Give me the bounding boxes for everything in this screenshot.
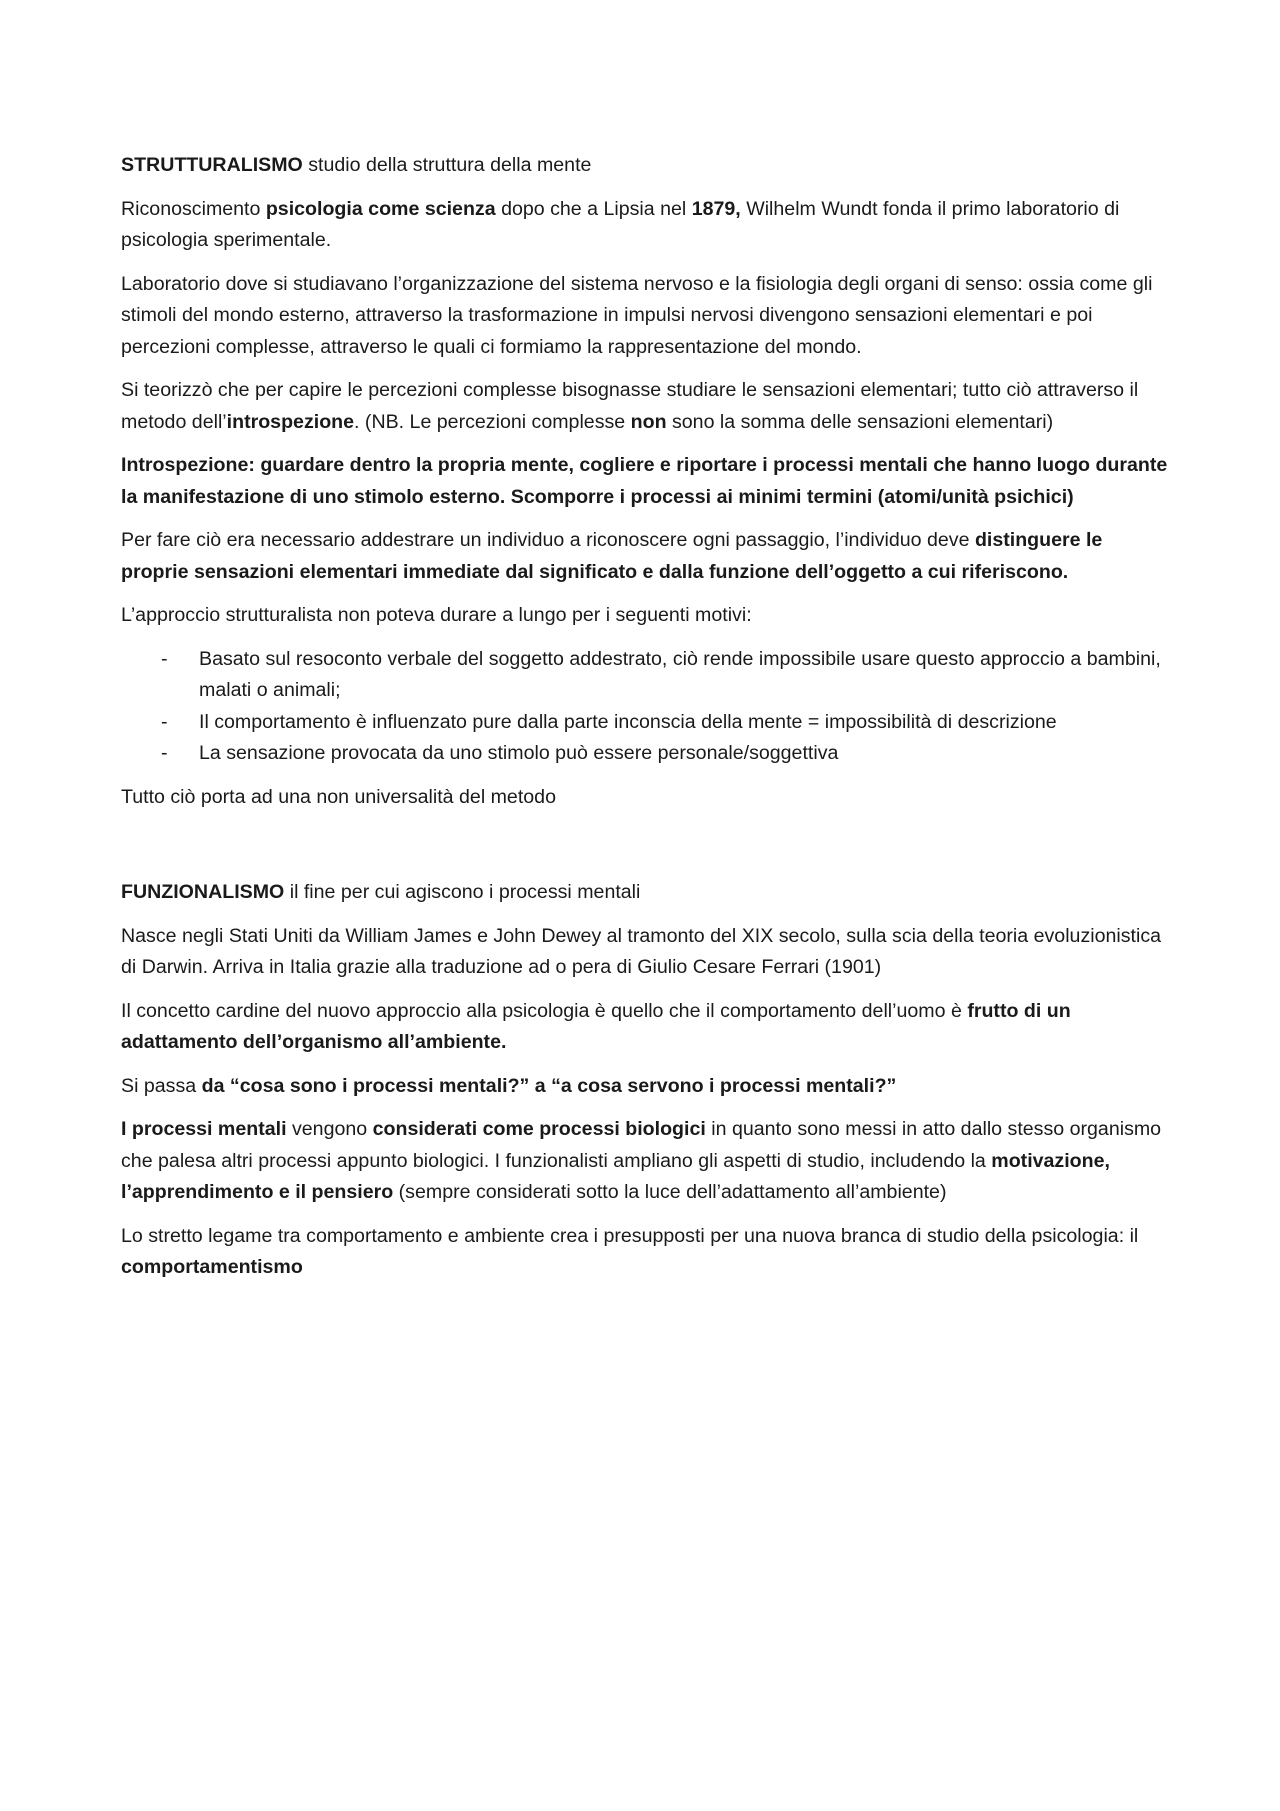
paragraph-concetto-cardine xyxy=(121,996,1171,1059)
bold-run: Introspezione: guardare dentro la propria mente, cogliere e riportare i processi mentali che hanno luogo durante la manifestazione di uno stimolo esterno. Scomporre i processi ai minimi termini (atomi/unità psichici) xyxy=(121,454,1168,508)
heading-title: FUNZIONALISMO xyxy=(121,881,285,903)
bold-run: non xyxy=(630,410,667,433)
bold-run: distinguere le proprie sensazioni elementari immediate dal significato e dalla funzione dell’oggetto a cui riferiscono. xyxy=(121,529,1103,583)
paragraph-addestrare xyxy=(121,525,1171,588)
text-run: Si teorizzò che per capire le percezioni complesse bisognasse studiare le sensazioni elementari; tutto ciò attraverso il metodo dell’ xyxy=(121,379,1139,433)
text-run: Si passa xyxy=(121,1074,202,1097)
paragraph-processi-biologici xyxy=(121,1114,1171,1209)
paragraph-si-passa xyxy=(121,1071,1171,1103)
paragraph-approccio: L’approccio strutturalista non poteva durare a lungo per i seguenti motivi: xyxy=(121,604,752,626)
bold-run: considerati come processi biologici xyxy=(372,1118,706,1140)
dash-marker: - xyxy=(161,710,168,733)
dash-marker: - xyxy=(161,647,168,670)
text-run: sono la somma delle sensazioni elementari) xyxy=(666,410,1054,433)
dash-marker: - xyxy=(161,742,168,764)
paragraph-origini: Nasce negli Stati Uniti da William James e John Dewey al tramonto del XIX secolo, sulla scia della teoria evoluzionistica di Darwin. Arriva in Italia grazie alla traduzione ad o pera di Giulio Cesare Ferrari (1901) xyxy=(121,924,1162,978)
list-item-text: La sensazione provocata da uno stimolo può essere personale/soggettiva xyxy=(199,742,839,764)
section-heading-funzionalismo xyxy=(121,877,1171,909)
section-heading-strutturalismo xyxy=(121,150,1171,182)
text-run: Riconoscimento xyxy=(121,197,266,220)
paragraph-introspezione xyxy=(121,450,1171,513)
heading-subtitle: studio della struttura della mente xyxy=(302,154,592,176)
text-run: Per fare ciò era necessario addestrare un individuo a riconoscere ogni passaggio, l’individuo deve xyxy=(121,529,975,551)
list-item-text: Basato sul resoconto verbale del soggetto addestrato, ciò rende impossibile usare questo approccio a bambini, malati o animali; xyxy=(199,647,1161,701)
bold-run: frutto di un adattamento dell’organismo all’ambiente. xyxy=(121,999,1071,1053)
paragraph-conclusione: Tutto ciò porta ad una non universalità del metodo xyxy=(121,785,556,808)
heading-subtitle: il fine per cui agiscono i processi mentali xyxy=(284,881,641,903)
list-item xyxy=(121,644,1171,707)
paragraph-teorizzo xyxy=(121,375,1171,438)
bold-run: comportamentismo xyxy=(121,1256,303,1278)
list-item xyxy=(121,707,1171,739)
text-run: Lo stretto legame tra comportamento e ambiente crea i presupposti per una nuova branca di studio della psicologia: il xyxy=(121,1224,1139,1247)
text-run: Wilhelm Wundt fonda il primo laboratorio di psicologia sperimentale. xyxy=(121,197,1120,251)
heading-title: STRUTTURALISMO xyxy=(121,154,303,176)
list-item-text: Il comportamento è influenzato pure dalla parte inconscia della mente = impossibilità di descrizione xyxy=(199,710,1057,733)
reasons-list xyxy=(121,644,1171,770)
text-run: dopo che a Lipsia nel xyxy=(495,197,692,220)
bold-run: introspezione xyxy=(226,410,355,433)
bold-run: motivazione, l’apprendimento e il pensiero xyxy=(121,1149,1110,1203)
text-run: . (NB. Le percezioni complesse xyxy=(354,410,631,433)
paragraph-laboratorio: Laboratorio dove si studiavano l’organizzazione del sistema nervoso e la fisiologia degli organi di senso: ossia come gli stimoli del mondo esterno, attraverso la trasformazione in impulsi nervosi divengono sensazioni elementari e poi percezioni complesse, attraverso le quali ci formiamo la rappresentazione del mondo. xyxy=(121,272,1153,358)
section-spacer xyxy=(121,825,1160,877)
text-run: (sempre considerati sotto la luce dell’adattamento all’ambiente) xyxy=(393,1181,947,1203)
text-run: vengono xyxy=(286,1118,373,1140)
text-run: Il concetto cardine del nuovo approccio alla psicologia è quello che il comportamento dell’uomo è xyxy=(121,999,968,1022)
paragraph-wundt xyxy=(121,194,1171,257)
bold-run: psicologia come scienza xyxy=(265,197,496,220)
text-run: in quanto sono messi in atto dallo stesso organismo che palesa altri processi appunto biologici. I funzionalisti ampliano gli aspetti di studio, includendo la xyxy=(121,1118,1162,1172)
bold-run: I processi mentali xyxy=(121,1118,287,1140)
list-item xyxy=(121,738,1171,770)
bold-run: da “cosa sono i processi mentali?” a “a cosa servono i processi mentali?” xyxy=(201,1074,897,1097)
bold-run: 1879, xyxy=(691,197,741,220)
paragraph-comportamentismo xyxy=(121,1221,1171,1284)
